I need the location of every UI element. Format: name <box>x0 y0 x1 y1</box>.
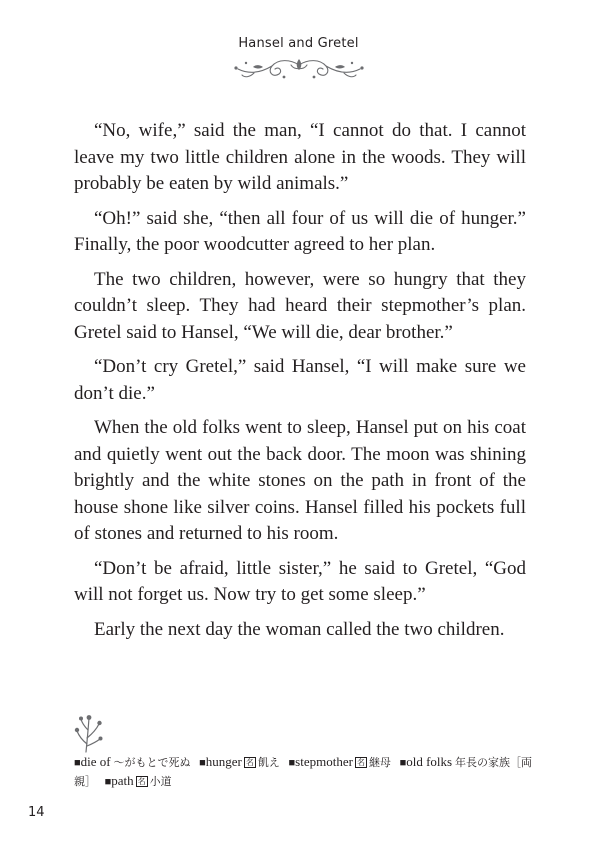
noun-tag: 名 <box>137 777 146 786</box>
glossary-entry: ■path 名 小道 <box>104 773 172 788</box>
story-text <box>74 118 526 651</box>
noun-tag: 名 <box>245 758 254 767</box>
glossary-entry: ■old folks 年長の家族［両親］ <box>74 754 532 788</box>
paragraph: The two children, however, were so hungry that they couldn’t sleep. They had heard their stepmother’s plan. Gretel said to Hansel, “We will die, dear brother.” <box>74 268 526 343</box>
glossary-entry: ■hunger 名 飢え <box>199 754 280 769</box>
noun-tag: 名 <box>356 758 365 767</box>
plant-sprig-icon <box>72 714 106 754</box>
floral-scroll-ornament-icon <box>228 56 370 82</box>
paragraph: “Don’t cry Gretel,” said Hansel, “I will make sure we don’t die.” <box>74 356 526 404</box>
paragraph: “No, wife,” said the man, “I cannot do that. I cannot leave my two little children alone in the woods. They will probably be eaten by wild animals.” <box>74 120 526 194</box>
paragraph: Early the next day the woman called the two children. <box>94 618 505 640</box>
paragraph: “Oh!” said she, “then all four of us will die of hunger.” Finally, the poor woodcutter agreed to her plan. <box>74 207 526 255</box>
paragraph: “Don’t be afraid, little sister,” he said to Gretel, “God will not forget us. Now try to get some sleep.” <box>74 557 526 605</box>
page-number: 14 <box>28 805 45 820</box>
running-title: Hansel and Gretel <box>238 36 359 51</box>
glossary-entry: ■stepmother 名 継母 <box>288 754 391 769</box>
glossary-notes <box>74 753 534 791</box>
glossary-entry: ■die of ～がもとで死ぬ <box>74 754 191 769</box>
paragraph: When the old folks went to sleep, Hansel put on his coat and quietly went out the back door. The moon was shining brightly and the white stones on the path in front of the house shone like silver coins. Hansel filled his pockets full of stones and returned to his room. <box>74 417 526 544</box>
